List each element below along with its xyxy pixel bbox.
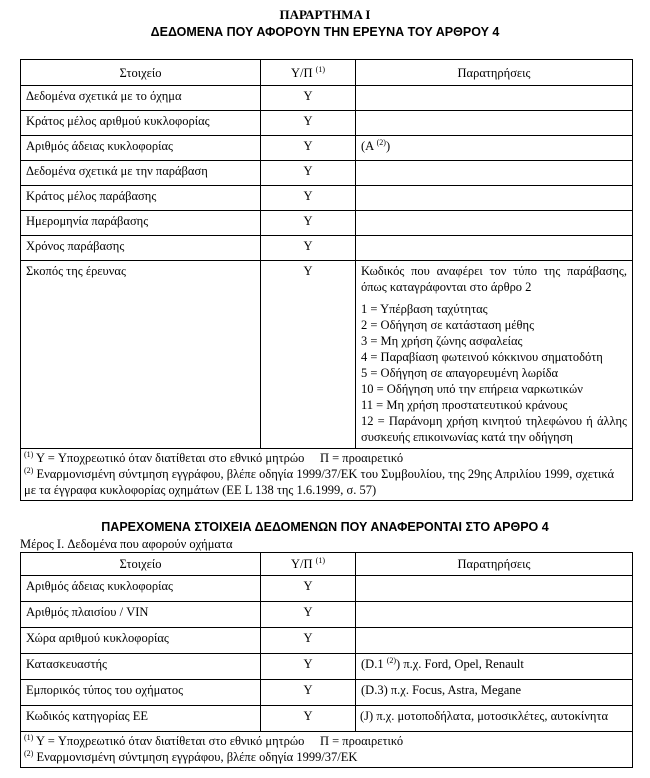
row-yp: Y (261, 86, 356, 111)
offence-code-item: 3 = Μη χρήση ζώνης ασφαλείας (361, 334, 523, 348)
row-remark (356, 86, 633, 111)
footnote-1: $^{(1)}$ Y = Υποχρεωτικό όταν διατίθεται στο εθνικό μητρώο Π = προαιρετικό (24, 450, 404, 465)
row-remark: (D.1 $^{(2)}$) π.χ. Ford, Opel, Renault (356, 654, 633, 680)
table-footnotes (21, 449, 633, 501)
row-element: Κράτος μέλος αριθμού κυκλοφορίας (21, 111, 261, 136)
table-row (21, 654, 633, 680)
row-remark (356, 111, 633, 136)
table-row (21, 628, 633, 654)
table-header-row (21, 553, 633, 576)
offence-code-item: 4 = Παραβίαση φωτεινού κόκκινου σηματοδότη (361, 350, 603, 364)
header-yp: Υ/Π $^{(1)}$ (261, 553, 356, 576)
row-yp: Y (261, 680, 356, 706)
purpose-yp: Y (261, 261, 356, 449)
header-remarks: Παρατηρήσεις (356, 553, 633, 576)
row-element: Αριθμός άδειας κυκλοφορίας (21, 136, 261, 161)
row-remark (356, 186, 633, 211)
row-element: Ημερομηνία παράβασης (21, 211, 261, 236)
row-yp: Y (261, 161, 356, 186)
header-element: Στοιχείο (21, 60, 261, 86)
offence-code-item: 2 = Οδήγηση σε κατάσταση μέθης (361, 318, 535, 332)
row-element: Χώρα αριθμού κυκλοφορίας (21, 628, 261, 654)
row-element: Αριθμός άδειας κυκλοφορίας (21, 576, 261, 602)
row-remark (356, 576, 633, 602)
row-element: Κράτος μέλος παράβασης (21, 186, 261, 211)
row-remark: (J) π.χ. μοτοποδήλατα, μοτοσικλέτες, αυτοκίνητα (356, 706, 633, 732)
footnote-1: $^{(1)}$ Y = Υποχρεωτικό όταν διατίθεται στο εθνικό μητρώο Π = προαιρετικό (24, 733, 404, 748)
purpose-row (21, 261, 633, 449)
table-row (21, 186, 633, 211)
purpose-intro: Κωδικός που αναφέρει τον τύπο της παράβασης, όπως καταγράφονται στο άρθρο 2 (361, 264, 627, 294)
row-yp: Y (261, 136, 356, 161)
row-yp: Y (261, 576, 356, 602)
purpose-remarks (356, 261, 633, 449)
table-footnotes (21, 732, 633, 768)
row-element: Δεδομένα σχετικά με το όχημα (21, 86, 261, 111)
annex-subtitle: ΔΕΔΟΜΕΝΑ ΠΟΥ ΑΦΟΡΟΥΝ ΤΗΝ ΕΡΕΥΝΑ ΤΟΥ ΑΡΘΡΟΥ 4 (150, 25, 500, 39)
section2-title: ΠΑΡΕΧΟΜΕΝΑ ΣΤΟΙΧΕΙΑ ΔΕΔΟΜΕΝΩΝ ΠΟΥ ΑΝΑΦΕΡΟΝΤΑΙ ΣΤΟ ΑΡΘΡΟ 4 (101, 520, 549, 534)
row-element: Εμπορικός τύπος του οχήματος (21, 680, 261, 706)
table-row (21, 211, 633, 236)
notes-row (21, 732, 633, 768)
row-yp: Y (261, 628, 356, 654)
row-yp: Y (261, 111, 356, 136)
row-remark: (A $^{(2)}$) (356, 136, 633, 161)
footnote-2: $^{(2)}$ Εναρμονισμένη σύντμηση εγγράφου, βλέπε οδηγία 1999/37/ΕΚ του Συμβουλίου, της 29ης Απριλίου 1999, σχετικά με τα έγγραφα κυκλοφορίας οχημάτων (ΕΕ L 138 της 1.6.1999, σ. 57) (24, 466, 615, 497)
offence-codes-list (361, 301, 627, 445)
row-remark: (D.3) π.χ. Focus, Astra, Megane (356, 680, 633, 706)
row-remark (356, 236, 633, 261)
row-element: Αριθμός πλαισίου / VIN (21, 602, 261, 628)
header-element: Στοιχείο (21, 553, 261, 576)
row-remark (356, 628, 633, 654)
offence-code-item: 10 = Οδήγηση υπό την επήρεια ναρκωτικών (361, 382, 583, 396)
table-row (21, 236, 633, 261)
table-row (21, 111, 633, 136)
row-element: Κωδικός κατηγορίας ΕΕ (21, 706, 261, 732)
row-yp: Y (261, 186, 356, 211)
row-element: Χρόνος παράβασης (21, 236, 261, 261)
vehicle-data-table (20, 552, 633, 768)
row-yp: Y (261, 706, 356, 732)
footnote-2: $^{(2)}$ Εναρμονισμένη σύντμηση εγγράφου, βλέπε οδηγία 1999/37/ΕΚ (24, 749, 358, 764)
row-yp: Y (261, 654, 356, 680)
notes-row (21, 449, 633, 501)
table-row (21, 706, 633, 732)
row-remark (356, 211, 633, 236)
table-row (21, 161, 633, 186)
row-remark (356, 161, 633, 186)
offence-code-item: 5 = Οδήγηση σε απαγορευμένη λωρίδα (361, 366, 559, 380)
offence-code-item: 11 = Μη χρήση προστατευτικού κράνους (361, 398, 568, 412)
table-row (21, 602, 633, 628)
annex-title: ΠΑΡΑΡΤΗΜΑ I (279, 7, 371, 22)
table-row (21, 136, 633, 161)
offence-code-item: 1 = Υπέρβαση ταχύτητας (361, 302, 488, 316)
table-row (21, 576, 633, 602)
offence-code-item: 12 = Παράνομη χρήση κινητού τηλεφώνου ή άλλης συσκευής επικοινωνίας κατά την οδήγηση (361, 414, 627, 444)
table-header-row (21, 60, 633, 86)
section2-part: Μέρος I. Δεδομένα που αφορούν οχήματα (20, 537, 233, 551)
row-yp: Y (261, 236, 356, 261)
row-element: Κατασκευαστής (21, 654, 261, 680)
row-element: Δεδομένα σχετικά με την παράβαση (21, 161, 261, 186)
row-remark (356, 602, 633, 628)
header-remarks: Παρατηρήσεις (356, 60, 633, 86)
inquiry-data-table (20, 59, 633, 501)
table-row (21, 680, 633, 706)
table-row (21, 86, 633, 111)
row-yp: Y (261, 211, 356, 236)
purpose-element: Σκοπός της έρευνας (21, 261, 261, 449)
row-yp: Y (261, 602, 356, 628)
header-yp: Υ/Π $^{(1)}$ (261, 60, 356, 86)
